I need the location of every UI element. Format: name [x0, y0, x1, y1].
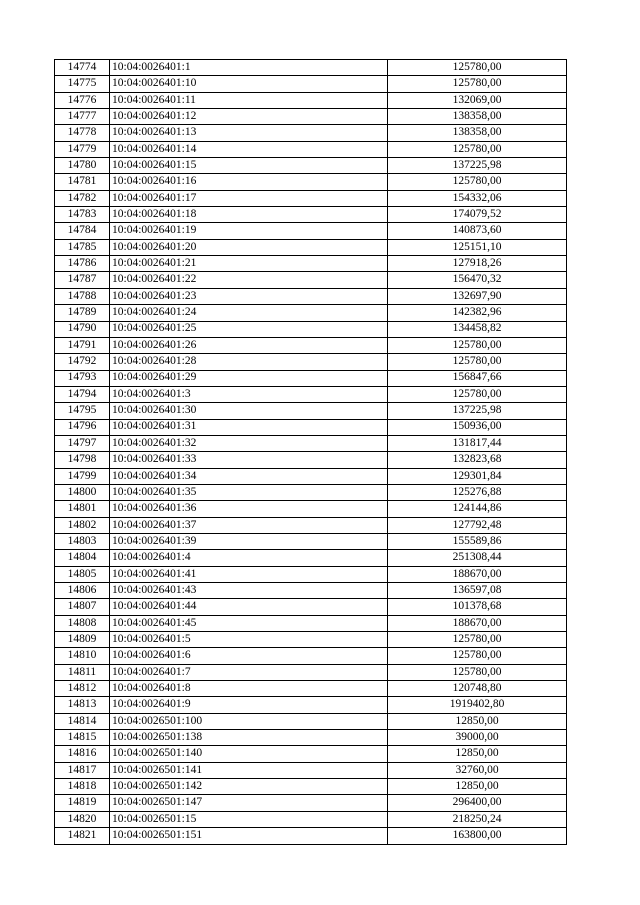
row-number-cell: 14808 — [55, 615, 110, 631]
cadastral-value-cell: 140873,60 — [388, 223, 567, 239]
row-number-cell: 14792 — [55, 354, 110, 370]
cadastral-value-cell: 125780,00 — [388, 60, 567, 76]
table-row — [55, 648, 567, 664]
table-row — [55, 632, 567, 648]
cadastral-value-cell: 101378,68 — [388, 599, 567, 615]
table-row — [55, 92, 567, 108]
table-row — [55, 583, 567, 599]
cadastral-value-cell: 137225,98 — [388, 158, 567, 174]
table-row — [55, 795, 567, 811]
cadastral-value-cell: 125780,00 — [388, 337, 567, 353]
cadastral-number-cell: 10:04:0026401:21 — [110, 256, 388, 272]
cadastral-number-cell: 10:04:0026401:1 — [110, 60, 388, 76]
cadastral-number-cell: 10:04:0026401:8 — [110, 681, 388, 697]
cadastral-value-cell: 125780,00 — [388, 664, 567, 680]
row-number-cell: 14779 — [55, 141, 110, 157]
cadastral-value-cell: 124144,86 — [388, 501, 567, 517]
cadastral-value-cell: 156847,66 — [388, 370, 567, 386]
table-row — [55, 517, 567, 533]
cadastral-value-cell: 137225,98 — [388, 403, 567, 419]
row-number-cell: 14780 — [55, 158, 110, 174]
row-number-cell: 14817 — [55, 762, 110, 778]
cadastral-number-cell: 10:04:0026401:5 — [110, 632, 388, 648]
cadastral-value-cell: 127918,26 — [388, 256, 567, 272]
table-row — [55, 321, 567, 337]
cadastral-number-cell: 10:04:0026501:138 — [110, 730, 388, 746]
table-row — [55, 599, 567, 615]
cadastral-number-cell: 10:04:0026401:14 — [110, 141, 388, 157]
row-number-cell: 14774 — [55, 60, 110, 76]
row-number-cell: 14805 — [55, 566, 110, 582]
table-row — [55, 730, 567, 746]
cadastral-value-cell: 125780,00 — [388, 386, 567, 402]
cadastral-number-cell: 10:04:0026401:7 — [110, 664, 388, 680]
cadastral-number-cell: 10:04:0026401:43 — [110, 583, 388, 599]
cadastral-value-cell: 138358,00 — [388, 109, 567, 125]
cadastral-number-cell: 10:04:0026401:31 — [110, 419, 388, 435]
cadastral-value-cell: 150936,00 — [388, 419, 567, 435]
row-number-cell: 14798 — [55, 452, 110, 468]
cadastral-value-cell: 132069,00 — [388, 92, 567, 108]
row-number-cell: 14814 — [55, 713, 110, 729]
cadastral-number-cell: 10:04:0026401:33 — [110, 452, 388, 468]
cadastral-number-cell: 10:04:0026401:9 — [110, 697, 388, 713]
table-row — [55, 76, 567, 92]
row-number-cell: 14791 — [55, 337, 110, 353]
cadastral-number-cell: 10:04:0026401:37 — [110, 517, 388, 533]
table-row — [55, 60, 567, 76]
cadastral-number-cell: 10:04:0026501:147 — [110, 795, 388, 811]
row-number-cell: 14775 — [55, 76, 110, 92]
cadastral-number-cell: 10:04:0026401:18 — [110, 207, 388, 223]
row-number-cell: 14810 — [55, 648, 110, 664]
row-number-cell: 14781 — [55, 174, 110, 190]
cadastral-value-cell: 188670,00 — [388, 615, 567, 631]
table-row — [55, 256, 567, 272]
row-number-cell: 14806 — [55, 583, 110, 599]
row-number-cell: 14784 — [55, 223, 110, 239]
cadastral-value-cell: 155589,86 — [388, 533, 567, 549]
cadastral-value-cell: 127792,48 — [388, 517, 567, 533]
row-number-cell: 14783 — [55, 207, 110, 223]
cadastral-value-cell: 136597,08 — [388, 583, 567, 599]
cadastral-number-cell: 10:04:0026501:140 — [110, 746, 388, 762]
cadastral-value-cell: 125276,88 — [388, 484, 567, 500]
row-number-cell: 14795 — [55, 403, 110, 419]
cadastral-number-cell: 10:04:0026501:100 — [110, 713, 388, 729]
cadastral-value-cell: 156470,32 — [388, 272, 567, 288]
cadastral-value-cell: 125780,00 — [388, 632, 567, 648]
cadastral-number-cell: 10:04:0026401:12 — [110, 109, 388, 125]
table-row — [55, 566, 567, 582]
cadastral-number-cell: 10:04:0026401:13 — [110, 125, 388, 141]
table-row — [55, 125, 567, 141]
row-number-cell: 14776 — [55, 92, 110, 108]
row-number-cell: 14778 — [55, 125, 110, 141]
cadastral-number-cell: 10:04:0026501:142 — [110, 779, 388, 795]
table-row — [55, 337, 567, 353]
table-row — [55, 697, 567, 713]
cadastral-number-cell: 10:04:0026401:25 — [110, 321, 388, 337]
cadastral-value-cell: 251308,44 — [388, 550, 567, 566]
row-number-cell: 14816 — [55, 746, 110, 762]
table-row — [55, 174, 567, 190]
row-number-cell: 14804 — [55, 550, 110, 566]
row-number-cell: 14801 — [55, 501, 110, 517]
cadastral-value-cell: 125780,00 — [388, 141, 567, 157]
table-row — [55, 370, 567, 386]
cadastral-value-cell: 125780,00 — [388, 76, 567, 92]
table-row — [55, 713, 567, 729]
row-number-cell: 14802 — [55, 517, 110, 533]
cadastral-value-cell: 125780,00 — [388, 648, 567, 664]
cadastral-number-cell: 10:04:0026401:26 — [110, 337, 388, 353]
cadastral-value-cell: 12850,00 — [388, 713, 567, 729]
cadastral-number-cell: 10:04:0026401:29 — [110, 370, 388, 386]
row-number-cell: 14788 — [55, 288, 110, 304]
row-number-cell: 14819 — [55, 795, 110, 811]
row-number-cell: 14787 — [55, 272, 110, 288]
cadastral-value-cell: 32760,00 — [388, 762, 567, 778]
table-row — [55, 419, 567, 435]
table-row — [55, 305, 567, 321]
row-number-cell: 14790 — [55, 321, 110, 337]
table-row — [55, 681, 567, 697]
row-number-cell: 14807 — [55, 599, 110, 615]
row-number-cell: 14794 — [55, 386, 110, 402]
table-row — [55, 533, 567, 549]
table-row — [55, 288, 567, 304]
row-number-cell: 14796 — [55, 419, 110, 435]
cadastral-value-cell: 142382,96 — [388, 305, 567, 321]
cadastral-value-cell: 39000,00 — [388, 730, 567, 746]
row-number-cell: 14803 — [55, 533, 110, 549]
cadastral-number-cell: 10:04:0026401:45 — [110, 615, 388, 631]
table-row — [55, 484, 567, 500]
cadastral-value-cell: 125780,00 — [388, 354, 567, 370]
table-row — [55, 386, 567, 402]
table-row — [55, 664, 567, 680]
cadastral-number-cell: 10:04:0026401:28 — [110, 354, 388, 370]
table-row — [55, 435, 567, 451]
cadastral-value-cell: 154332,06 — [388, 190, 567, 206]
cadastral-value-table — [54, 59, 567, 845]
table-row — [55, 501, 567, 517]
cadastral-value-cell: 129301,84 — [388, 468, 567, 484]
cadastral-number-cell: 10:04:0026401:35 — [110, 484, 388, 500]
cadastral-number-cell: 10:04:0026401:20 — [110, 239, 388, 255]
cadastral-number-cell: 10:04:0026401:15 — [110, 158, 388, 174]
cadastral-number-cell: 10:04:0026401:19 — [110, 223, 388, 239]
table-row — [55, 207, 567, 223]
table-row — [55, 109, 567, 125]
row-number-cell: 14809 — [55, 632, 110, 648]
cadastral-number-cell: 10:04:0026401:16 — [110, 174, 388, 190]
cadastral-number-cell: 10:04:0026401:17 — [110, 190, 388, 206]
row-number-cell: 14797 — [55, 435, 110, 451]
row-number-cell: 14777 — [55, 109, 110, 125]
table-row — [55, 762, 567, 778]
cadastral-number-cell: 10:04:0026501:141 — [110, 762, 388, 778]
cadastral-number-cell: 10:04:0026401:3 — [110, 386, 388, 402]
row-number-cell: 14800 — [55, 484, 110, 500]
cadastral-number-cell: 10:04:0026401:10 — [110, 76, 388, 92]
row-number-cell: 14811 — [55, 664, 110, 680]
row-number-cell: 14818 — [55, 779, 110, 795]
cadastral-number-cell: 10:04:0026401:11 — [110, 92, 388, 108]
cadastral-value-cell: 131817,44 — [388, 435, 567, 451]
table-row — [55, 468, 567, 484]
cadastral-value-cell: 1919402,80 — [388, 697, 567, 713]
table-row — [55, 239, 567, 255]
row-number-cell: 14793 — [55, 370, 110, 386]
table-row — [55, 272, 567, 288]
table-row — [55, 354, 567, 370]
row-number-cell: 14812 — [55, 681, 110, 697]
cadastral-value-cell: 163800,00 — [388, 828, 567, 844]
table-row — [55, 811, 567, 827]
row-number-cell: 14786 — [55, 256, 110, 272]
table-row — [55, 141, 567, 157]
cadastral-number-cell: 10:04:0026401:30 — [110, 403, 388, 419]
cadastral-number-cell: 10:04:0026401:34 — [110, 468, 388, 484]
cadastral-number-cell: 10:04:0026401:4 — [110, 550, 388, 566]
table-row — [55, 746, 567, 762]
table-row — [55, 828, 567, 844]
table-row — [55, 550, 567, 566]
cadastral-value-cell: 174079,52 — [388, 207, 567, 223]
row-number-cell: 14789 — [55, 305, 110, 321]
cadastral-number-cell: 10:04:0026401:41 — [110, 566, 388, 582]
table-row — [55, 452, 567, 468]
row-number-cell: 14820 — [55, 811, 110, 827]
table-row — [55, 158, 567, 174]
cadastral-number-cell: 10:04:0026401:32 — [110, 435, 388, 451]
cadastral-value-cell: 12850,00 — [388, 779, 567, 795]
cadastral-value-cell: 12850,00 — [388, 746, 567, 762]
row-number-cell: 14815 — [55, 730, 110, 746]
cadastral-number-cell: 10:04:0026501:15 — [110, 811, 388, 827]
row-number-cell: 14821 — [55, 828, 110, 844]
cadastral-number-cell: 10:04:0026401:39 — [110, 533, 388, 549]
cadastral-value-cell: 188670,00 — [388, 566, 567, 582]
cadastral-value-cell: 134458,82 — [388, 321, 567, 337]
table-row — [55, 615, 567, 631]
cadastral-value-cell: 132697,90 — [388, 288, 567, 304]
table-row — [55, 779, 567, 795]
row-number-cell: 14813 — [55, 697, 110, 713]
cadastral-number-cell: 10:04:0026401:23 — [110, 288, 388, 304]
cadastral-number-cell: 10:04:0026401:36 — [110, 501, 388, 517]
cadastral-number-cell: 10:04:0026401:44 — [110, 599, 388, 615]
row-number-cell: 14782 — [55, 190, 110, 206]
cadastral-value-cell: 132823,68 — [388, 452, 567, 468]
cadastral-value-cell: 218250,24 — [388, 811, 567, 827]
cadastral-number-cell: 10:04:0026401:24 — [110, 305, 388, 321]
row-number-cell: 14785 — [55, 239, 110, 255]
cadastral-number-cell: 10:04:0026401:22 — [110, 272, 388, 288]
cadastral-value-cell: 138358,00 — [388, 125, 567, 141]
table-row — [55, 190, 567, 206]
table-body — [55, 60, 567, 845]
cadastral-value-cell: 125151,10 — [388, 239, 567, 255]
row-number-cell: 14799 — [55, 468, 110, 484]
cadastral-number-cell: 10:04:0026501:151 — [110, 828, 388, 844]
table-row — [55, 223, 567, 239]
table-row — [55, 403, 567, 419]
cadastral-value-cell: 120748,80 — [388, 681, 567, 697]
cadastral-value-cell: 125780,00 — [388, 174, 567, 190]
cadastral-number-cell: 10:04:0026401:6 — [110, 648, 388, 664]
cadastral-value-cell: 296400,00 — [388, 795, 567, 811]
